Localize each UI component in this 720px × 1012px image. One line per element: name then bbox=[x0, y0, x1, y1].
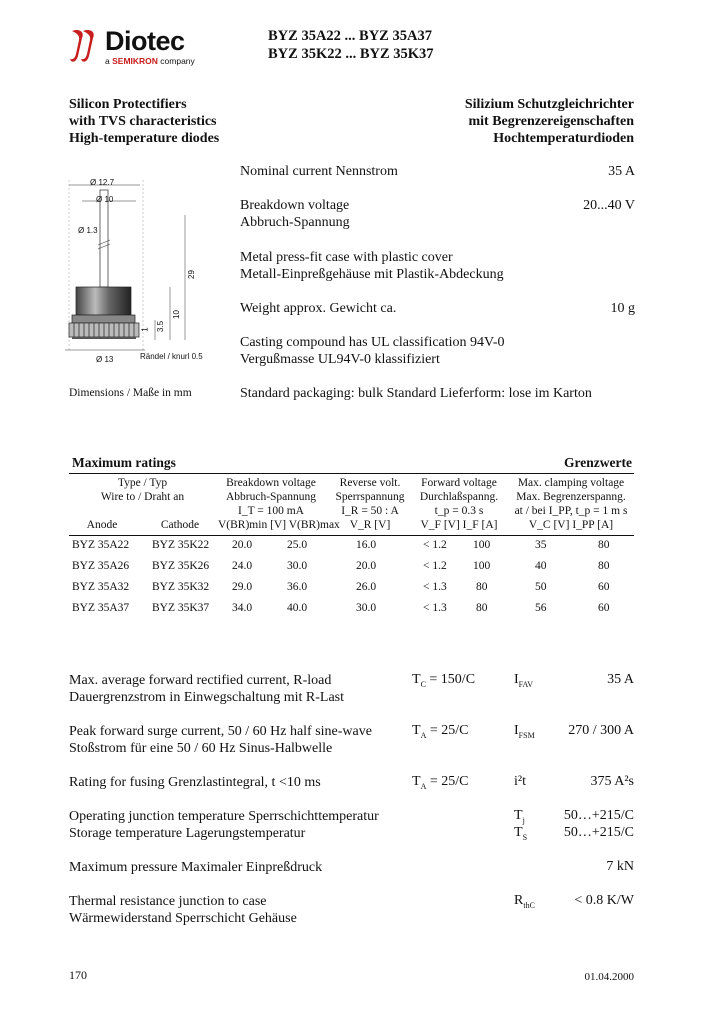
brand-name: Diotec bbox=[105, 26, 185, 56]
param-desc: Storage temperature Lagerungstemperatur bbox=[69, 826, 306, 841]
spec-line: Weight approx. Gewicht ca. bbox=[240, 301, 397, 316]
page-number: 170 bbox=[69, 968, 87, 982]
cell-anode: BYZ 35A37 bbox=[72, 602, 130, 614]
col-anode-header: Anode bbox=[86, 519, 118, 531]
cell-vf: < 1.3 bbox=[423, 581, 447, 593]
cell-anode: BYZ 35A26 bbox=[72, 560, 130, 572]
cell-vf: < 1.2 bbox=[423, 560, 447, 572]
spec-item bbox=[240, 249, 635, 283]
col-clamp-line: Max. clamping voltage bbox=[517, 477, 625, 489]
table-rule-top bbox=[69, 473, 634, 474]
spec-value: 10 g bbox=[610, 301, 635, 316]
cell-vbr-max: 30.0 bbox=[287, 560, 308, 572]
param-symbol: $I_{FAV}$ bbox=[514, 672, 534, 689]
col-type-line: Type / Typ bbox=[117, 477, 168, 489]
param-value: < 0.8 K/W bbox=[574, 893, 634, 908]
cell-if: 80 bbox=[476, 602, 488, 614]
diotec-logo bbox=[69, 28, 209, 68]
table-rule-header bbox=[69, 535, 634, 536]
param-desc: Thermal resistance junction to case bbox=[69, 894, 267, 909]
cell-vbr-min: 20.0 bbox=[232, 539, 253, 551]
cell-anode: BYZ 35A32 bbox=[72, 581, 130, 593]
brand-sub-suffix: company bbox=[160, 56, 195, 66]
header-title-line2: BYZ 35K22 ... BYZ 35K37 bbox=[268, 46, 434, 62]
cell-ipp: 80 bbox=[598, 560, 610, 572]
col-reverse-line: Sperrspannung bbox=[335, 491, 405, 503]
col-reverse-header bbox=[328, 476, 412, 532]
spec-line: Metall-Einpreßgehäuse mit Plastik-Abdeckung bbox=[240, 267, 504, 282]
dim-10: 10 bbox=[171, 310, 181, 319]
cell-vc: 50 bbox=[535, 581, 547, 593]
col-forward-header bbox=[414, 476, 504, 532]
col-breakdown-line: I_T = 100 mA bbox=[237, 505, 304, 517]
brand-sub-prefix: a bbox=[105, 56, 110, 66]
spec-value: 35 A bbox=[608, 164, 635, 179]
dim-d13w: Ø 1.3 bbox=[78, 226, 98, 235]
cell-anode: BYZ 35A22 bbox=[72, 539, 130, 551]
cell-ipp: 60 bbox=[598, 602, 610, 614]
col-reverse-sub: V_R [V] bbox=[349, 519, 391, 531]
spec-line: Metal press-fit case with plastic cover bbox=[240, 250, 453, 265]
col-clamp-line: at / bei I_PP, t_p = 1 m s bbox=[514, 505, 628, 517]
col-type-header bbox=[70, 476, 215, 504]
drawing-caption: Dimensions / Maße in mm bbox=[69, 387, 192, 399]
col-breakdown-header bbox=[218, 476, 340, 532]
cell-vbr-min: 34.0 bbox=[232, 602, 253, 614]
col-reverse-line: Reverse volt. bbox=[339, 477, 401, 489]
title-en-line: Silicon Protectifiers bbox=[69, 97, 187, 112]
param-desc: Max. average forward rectified current, R-load bbox=[69, 673, 332, 688]
diotec-logo-mark bbox=[69, 28, 99, 66]
col-clamp-header bbox=[508, 476, 634, 532]
col-breakdown-line: Abbruch-Spannung bbox=[225, 491, 317, 503]
cell-vf: < 1.3 bbox=[423, 602, 447, 614]
header-title-line1: BYZ 35A22 ... BYZ 35A37 bbox=[268, 28, 432, 44]
publication-date: 01.04.2000 bbox=[584, 971, 634, 983]
spec-line: Standard packaging: bulk Standard Lieferform: lose im Karton bbox=[240, 386, 592, 401]
col-forward-line: Forward voltage bbox=[421, 477, 497, 489]
param-symbol: $I_{FSM}$ bbox=[514, 723, 535, 740]
spec-item bbox=[240, 163, 635, 180]
dim-d10: Ø 10 bbox=[96, 195, 114, 204]
ratings-title-de: Grenzwerte bbox=[564, 455, 632, 470]
col-cathode-header: Cathode bbox=[160, 519, 200, 531]
cell-cathode: BYZ 35K26 bbox=[152, 560, 210, 572]
cell-cathode: BYZ 35K22 bbox=[152, 539, 210, 551]
param-symbol: i²t bbox=[514, 774, 526, 789]
cell-vc: 35 bbox=[535, 539, 547, 551]
title-english bbox=[69, 96, 219, 147]
cell-if: 100 bbox=[473, 560, 491, 572]
param-desc: Operating junction temperature Sperrschichttemperatur bbox=[69, 809, 379, 824]
cell-ipp: 80 bbox=[598, 539, 610, 551]
param-desc: Rating for fusing Grenzlastintegral, t <10 ms bbox=[69, 775, 321, 790]
brand-subline bbox=[105, 56, 195, 66]
cell-vbr-max: 36.0 bbox=[287, 581, 308, 593]
cell-vbr-min: 24.0 bbox=[232, 560, 253, 572]
cell-vr: 30.0 bbox=[356, 602, 377, 614]
param-desc: Peak forward surge current, 50 / 60 Hz half sine-wave bbox=[69, 724, 372, 739]
cell-ipp: 60 bbox=[598, 581, 610, 593]
cell-vr: 16.0 bbox=[356, 539, 377, 551]
col-forward-line: t_p = 0.3 s bbox=[434, 505, 484, 517]
package-drawing bbox=[60, 170, 230, 395]
cell-vbr-min: 29.0 bbox=[232, 581, 253, 593]
param-symbol: $T_S$ bbox=[514, 825, 528, 842]
param-value: 50…+215/C bbox=[563, 825, 634, 840]
spec-value: 20...40 V bbox=[583, 198, 635, 213]
param-desc: Maximum pressure Maximaler Einpreßdruck bbox=[69, 860, 323, 875]
col-clamp-line: Max. Begrenzerspanng. bbox=[516, 491, 626, 503]
param-condition: $T_A = 25/C$ bbox=[412, 774, 469, 791]
cell-cathode: BYZ 35K37 bbox=[152, 602, 210, 614]
param-condition: $T_C = 150/C$ bbox=[412, 672, 476, 689]
spec-item bbox=[240, 300, 635, 317]
cell-cathode: BYZ 35K32 bbox=[152, 581, 210, 593]
col-type-line: Wire to / Draht an bbox=[100, 491, 185, 503]
package-outline-svg bbox=[60, 170, 230, 370]
col-reverse-line: I_R = 50 : A bbox=[341, 505, 399, 517]
cell-if: 80 bbox=[476, 581, 488, 593]
spec-line: Breakdown voltage bbox=[240, 198, 350, 213]
cell-if: 100 bbox=[473, 539, 491, 551]
title-de-line: Hochtemperaturdioden bbox=[493, 131, 634, 146]
cell-vbr-max: 25.0 bbox=[287, 539, 308, 551]
param-value: 50…+215/C bbox=[563, 808, 634, 823]
col-clamp-sub: V_C [V] I_PP [A] bbox=[528, 519, 614, 531]
spec-line: Abbruch-Spannung bbox=[240, 215, 350, 230]
param-symbol: $R_{thC}$ bbox=[514, 893, 535, 910]
param-desc: Stoßstrom für eine 50 / 60 Hz Sinus-Halbwelle bbox=[69, 741, 333, 756]
cell-vc: 40 bbox=[535, 560, 547, 572]
cell-vf: < 1.2 bbox=[423, 539, 447, 551]
cell-vc: 56 bbox=[535, 602, 547, 614]
ratings-title-en: Maximum ratings bbox=[72, 455, 176, 470]
title-de-line: mit Begrenzereigenschaften bbox=[468, 114, 634, 129]
param-condition: $T_A = 25/C$ bbox=[412, 723, 469, 740]
cell-vbr-max: 40.0 bbox=[287, 602, 308, 614]
dim-knurl: Rändel / knurl 0.5 bbox=[140, 352, 203, 361]
param-value: 7 kN bbox=[606, 859, 634, 874]
dim-d127: Ø 12.7 bbox=[90, 178, 115, 187]
semikron-mark: SEMIKRON bbox=[112, 56, 158, 66]
col-breakdown-sub: V(BR)min [V] V(BR)max bbox=[218, 519, 340, 531]
title-en-line: with TVS characteristics bbox=[69, 114, 217, 129]
spec-line: Vergußmasse UL94V-0 klassifiziert bbox=[240, 352, 440, 367]
title-en-line: High-temperature diodes bbox=[69, 131, 220, 146]
spec-item bbox=[240, 197, 635, 231]
dim-35: 3.5 bbox=[156, 320, 166, 333]
param-desc: Dauergrenzstrom in Einwegschaltung mit R-Last bbox=[69, 690, 345, 705]
param-symbol: $T_j$ bbox=[514, 808, 525, 825]
dim-29: 29 bbox=[186, 270, 196, 279]
cell-vr: 20.0 bbox=[356, 560, 377, 572]
param-value: 270 / 300 A bbox=[568, 723, 634, 738]
spec-line: Casting compound has UL classification 94V-0 bbox=[240, 335, 505, 350]
title-de-line: Silizium Schutzgleichrichter bbox=[464, 97, 634, 112]
dim-1: 1 bbox=[140, 327, 150, 332]
param-desc: Wärmewiderstand Sperrschicht Gehäuse bbox=[69, 911, 297, 926]
col-breakdown-line: Breakdown voltage bbox=[226, 477, 316, 489]
title-german bbox=[465, 96, 634, 147]
param-value: 35 A bbox=[607, 672, 634, 687]
cell-vr: 26.0 bbox=[356, 581, 377, 593]
param-value: 375 A²s bbox=[590, 774, 634, 789]
spec-item bbox=[240, 334, 635, 368]
col-forward-sub: V_F [V] I_F [A] bbox=[420, 519, 498, 531]
spec-item bbox=[240, 385, 635, 402]
spec-line: Nominal current Nennstrom bbox=[240, 164, 398, 179]
col-forward-line: Durchlaßspanng. bbox=[419, 491, 499, 503]
dim-d13: Ø 13 bbox=[96, 355, 114, 364]
